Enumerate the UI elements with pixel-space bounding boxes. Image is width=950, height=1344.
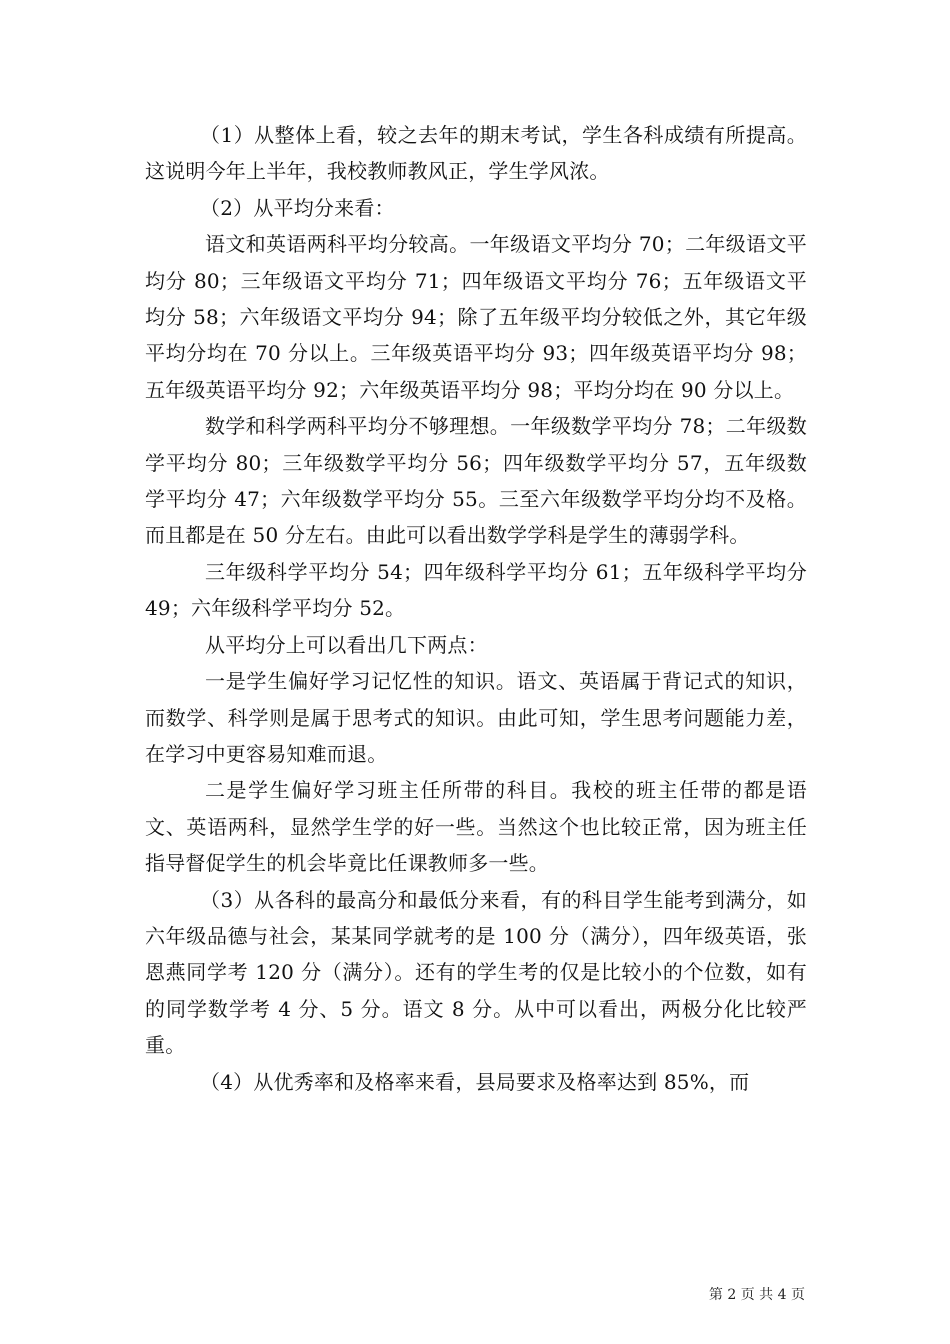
paragraph-chinese-english: 语文和英语两科平均分较高。一年级语文平均分 70；二年级语文平均分 80；三年级语文平均分 71；四年级语文平均分 76；五年级语文平均分 58；六年级语文平均分 94；除了五年级平均分较低之外，其它年级平均分均在 70 分以上。三年级英语平均分 93；四年级英语平均分 98；五年级英语平均分 92；六年级英语平均分 98；平均分均在 90 分以上。 bbox=[145, 232, 807, 402]
paragraph-math: 数学和科学两科平均分不够理想。一年级数学平均分 78；二年级数学平均分 80；三年级数学平均分 56；四年级数学平均分 57，五年级数学平均分 47；六年级数学平均分 55。三至六年级数学平均分均不及格。而且都是在 50 分左右。由此可以看出数学学科是学生的薄弱学科。 bbox=[145, 414, 807, 548]
paragraph-point-one: 一是学生偏好学习记忆性的知识。语文、英语属于背记式的知识，而数学、科学则是属于思考式的知识。由此可知，学生思考问题能力差，在学习中更容易知难而退。 bbox=[145, 669, 807, 766]
paragraph-point-two: 二是学生偏好学习班主任所带的科目。我校的班主任带的都是语文、英语两科，显然学生学的好一些。当然这个也比较正常，因为班主任指导督促学生的机会毕竟比任课教师多一些。 bbox=[145, 778, 807, 876]
paragraph-science: 三年级科学平均分 54；四年级科学平均分 61；五年级科学平均分 49；六年级科学平均分 52。 bbox=[145, 559, 807, 621]
paragraph-highest-lowest: （3）从各科的最高分和最低分来看，有的科目学生能考到满分，如六年级品德与社会，某某同学就考的是 100 分（满分），四年级英语，张恩燕同学考 120 分（满分）。还有的学生考的仅是比较小的个位数，如有的同学数学考 4 分、5 分。语文 8 分。从中可以看出，两极分化比较严重。 bbox=[145, 887, 807, 1058]
paragraph-overall: （1）从整体上看，较之去年的期末考试，学生各科成绩有所提高。这说明今年上半年，我校教师教风正，学生学风浓。 bbox=[145, 123, 807, 184]
paragraph-average-heading: （2）从平均分来看： bbox=[200, 195, 395, 220]
page-number: 第 2 页 共 4 页 bbox=[708, 1287, 805, 1303]
paragraph-two-points: 从平均分上可以看出几下两点： bbox=[205, 632, 488, 657]
document-body bbox=[145, 117, 807, 1100]
paragraph-pass-rate: （4）从优秀率和及格率来看，县局要求及格率达到 85%，而 bbox=[200, 1069, 750, 1094]
